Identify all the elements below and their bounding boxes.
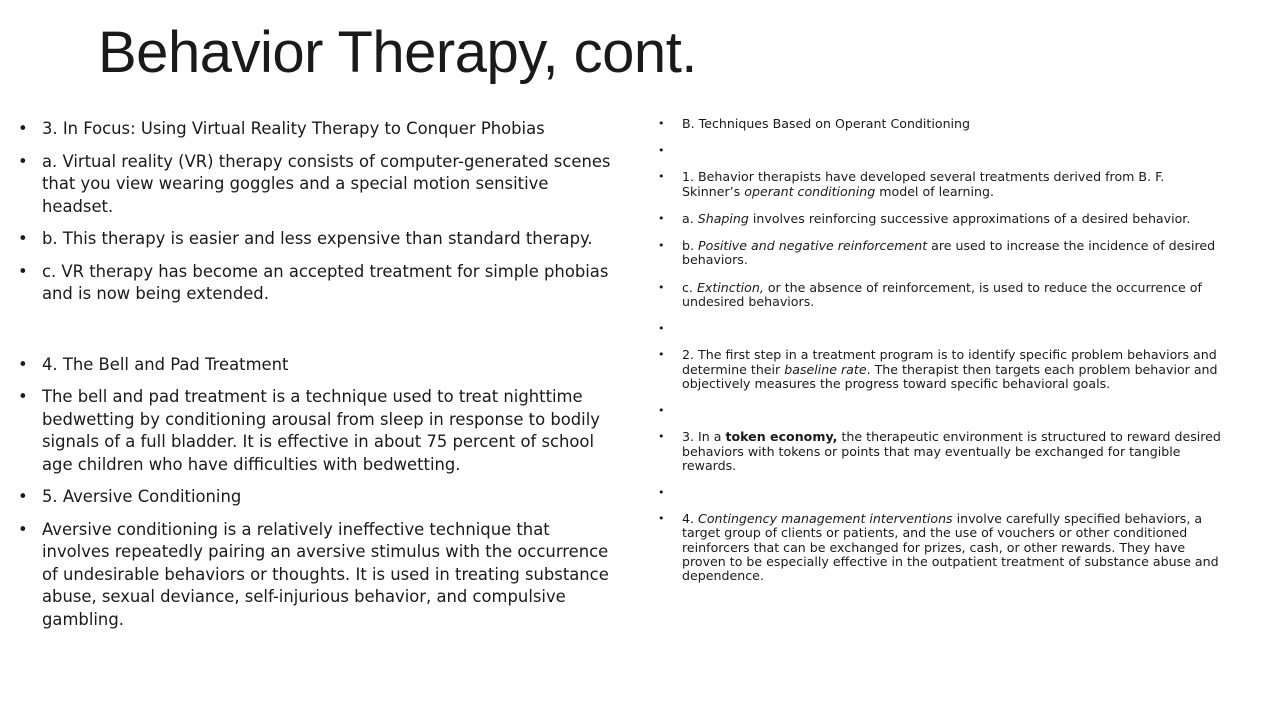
list-item: • 3. In Focus: Using Virtual Reality Therapy to Conquer Phobias (42, 118, 622, 141)
text-run: 4. (682, 511, 699, 527)
text-run: 3. In a (682, 429, 726, 445)
list-item: • The bell and pad treatment is a technique used to treat nighttime bedwetting by conditioning arousal from sleep in response to bodily signals of a full bladder. It is effective in about 75 percent of school age children who have difficulties with bedwetting. (42, 386, 622, 476)
text-run: . The therapist then targets each problem behavior and objectively measures the progress toward specific behavioral goals. (682, 361, 1218, 391)
emphasis: baseline rate (784, 361, 867, 377)
list-item (682, 170, 1222, 199)
emphasis: Contingency management interventions (698, 511, 953, 527)
list-item (682, 212, 1222, 226)
text-run: b. (682, 238, 699, 254)
emphasis: Extinction, (696, 279, 764, 295)
list-item: • a. Virtual reality (VR) therapy consists of computer-generated scenes that you view wearing goggles and a special motion sensitive headset. (42, 151, 622, 219)
text-run: c. (682, 279, 697, 295)
text-run: the therapeutic environment is structured to reward desired behaviors with tokens or points that may eventually be exchanged for tangible rewards. (682, 429, 1221, 473)
list-item-heading: • B. Techniques Based on Operant Conditioning (682, 117, 1222, 131)
list-item-empty (682, 404, 1222, 418)
text-run: 2. The first step in a treatment program is to identify specific problem behaviors and determine their (682, 347, 1217, 377)
text-run: model of learning. (875, 183, 994, 199)
emphasis: Shaping (697, 210, 749, 226)
list-item (682, 239, 1222, 268)
list-item: • Aversive conditioning is a relatively ineffective technique that involves repeatedly pairing an aversive stimulus with the occurrence of undesirable behaviors or thoughts. It is used in treating substance abuse, sexual deviance, self-injurious behavior, and compulsive gambling. (42, 519, 622, 632)
list-item (682, 430, 1222, 473)
list-item (682, 512, 1222, 583)
list-item-empty (682, 322, 1222, 336)
list-item (682, 281, 1222, 310)
bold-term: token economy, (725, 429, 838, 445)
emphasis: Positive and negative reinforcement (698, 238, 928, 254)
list-item: • c. VR therapy has become an accepted treatment for simple phobias and is now being extended. (42, 261, 622, 306)
list-item: • 5. Aversive Conditioning (42, 486, 622, 509)
text-run: involve carefully specified behaviors, a target group of clients or patients, and the use of vouchers or other conditioned reinforcers that can be exchanged for prizes, cash, or other rewards. They have proven to be especially effective in the outpatient treatment of substance abuse and dependence. (682, 511, 1219, 584)
text-run: 1. Behavior therapists have developed several treatments derived from B. F. Skinner’s (682, 169, 1165, 199)
text-run: or the absence of reinforcement, is used to reduce the occurrence of undesired behaviors. (682, 279, 1202, 310)
emphasis: operant conditioning (744, 183, 876, 199)
list-item-empty (682, 486, 1222, 500)
right-bullet-list (682, 117, 1222, 597)
text-run: involves reinforcing successive approximations of a desired behavior. (748, 210, 1191, 226)
left-bullet-list (42, 118, 622, 641)
list-item (682, 348, 1222, 391)
list-item: • b. This therapy is easier and less expensive than standard therapy. (42, 228, 622, 251)
slide-title: Behavior Therapy, cont. (98, 20, 697, 85)
list-item-empty (682, 144, 1222, 158)
list-item: • 4. The Bell and Pad Treatment (42, 354, 622, 377)
text-run: a. (682, 210, 698, 226)
text-run: are used to increase the incidence of desired behaviors. (682, 238, 1216, 268)
